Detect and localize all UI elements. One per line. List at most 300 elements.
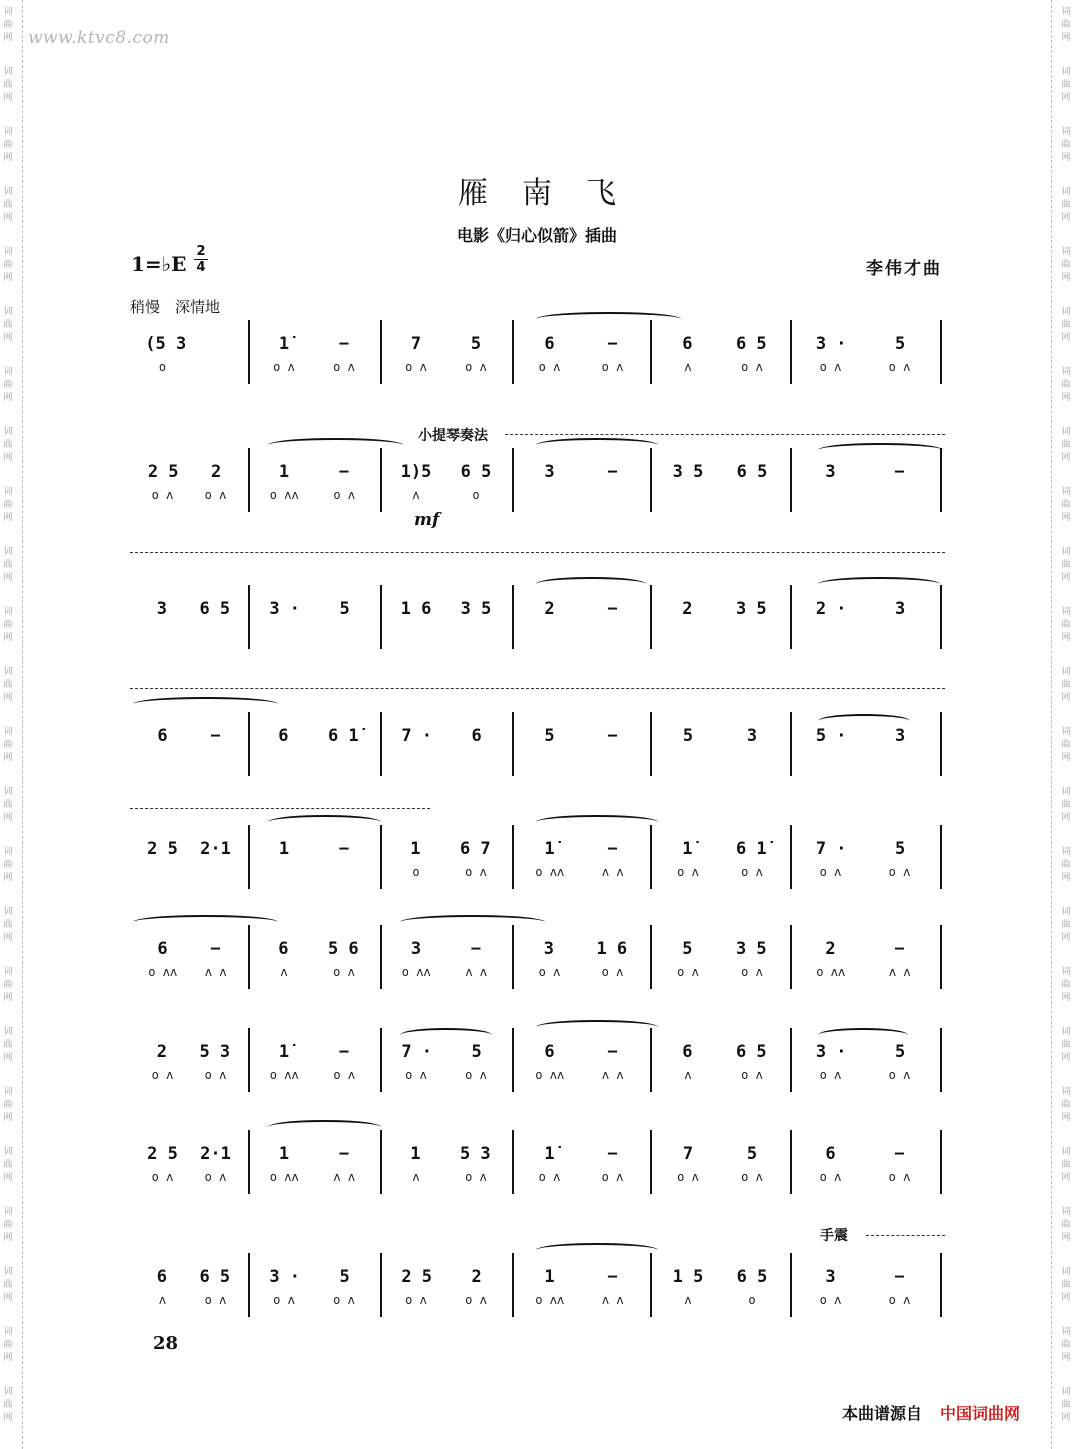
measure — [512, 925, 650, 989]
fingering-mark: o ʌʌ — [401, 965, 431, 979]
note: 5 — [746, 1144, 758, 1164]
note-row — [386, 1042, 506, 1062]
side-mark: 词曲网 — [3, 967, 13, 1003]
side-mark: 词曲网 — [3, 607, 13, 643]
note: 6 — [682, 334, 693, 354]
side-mark: 词曲网 — [1061, 847, 1071, 883]
composer: 李伟才曲 — [866, 259, 942, 279]
fingering-row — [254, 1293, 374, 1307]
note: 3 5 — [460, 599, 492, 619]
side-mark: 词曲网 — [1061, 1087, 1071, 1123]
measure — [790, 925, 940, 989]
fingering-row — [386, 1293, 506, 1307]
fingering-mark: o ʌ — [465, 1170, 487, 1184]
fingering-mark: o ʌʌ — [535, 1068, 565, 1082]
side-mark: 词曲网 — [3, 187, 13, 223]
side-mark: 词曲网 — [1061, 607, 1071, 643]
side-mark: 词曲网 — [1061, 1147, 1071, 1183]
measure — [248, 585, 380, 649]
note: 1 — [278, 839, 290, 859]
note: 6 5 — [460, 462, 492, 482]
note-row — [656, 462, 784, 482]
score-system — [130, 585, 945, 649]
note-row — [656, 839, 784, 859]
measure — [512, 585, 650, 649]
source-site: 中国词曲网 — [940, 1404, 1021, 1423]
note: 5 — [471, 1042, 482, 1062]
measure — [380, 585, 512, 649]
note: (5 3 — [145, 334, 187, 354]
note: 3 — [410, 939, 422, 959]
note: 5 — [895, 334, 906, 354]
note: 7 — [410, 334, 422, 354]
note: 2 — [471, 1267, 482, 1287]
note: 3 · — [269, 599, 301, 619]
note-row — [656, 726, 784, 746]
fingering-mark: ʌ ʌ — [601, 865, 624, 879]
fingering-mark: o ʌ — [677, 965, 699, 979]
fingering-row — [136, 1293, 242, 1307]
fingering-row — [386, 865, 506, 879]
fingering-mark: o ʌ — [819, 865, 842, 879]
note: 1 — [278, 462, 290, 482]
measure — [248, 925, 380, 989]
fingering-row — [254, 1068, 374, 1082]
side-mark: 词曲网 — [3, 1267, 13, 1303]
slur-mark — [818, 1028, 908, 1042]
side-mark: 词曲网 — [1061, 1327, 1071, 1363]
note: 6 — [471, 726, 482, 746]
fingering-row — [518, 865, 644, 879]
measure — [790, 448, 940, 512]
note-row — [136, 334, 242, 354]
note: 2 5 — [147, 1144, 178, 1164]
fingering-mark: o ʌ — [741, 1068, 763, 1082]
measure — [790, 1130, 940, 1194]
note-row — [254, 839, 374, 859]
note: 5 · — [815, 726, 847, 746]
slur-mark — [268, 1120, 381, 1134]
measure — [248, 448, 380, 512]
note-row — [796, 334, 934, 354]
fingering-mark: ʌ ʌ — [333, 1170, 356, 1184]
fingering-mark: o ʌ — [333, 965, 355, 979]
measure — [650, 448, 790, 512]
note: 1 — [410, 839, 421, 859]
fingering-mark: ʌ — [158, 1293, 167, 1307]
score-system — [130, 448, 945, 512]
note: − — [338, 839, 350, 859]
side-mark: 词曲网 — [3, 127, 13, 163]
note: 6 — [278, 726, 289, 746]
fingering-row — [136, 1068, 242, 1082]
side-mark: 词曲网 — [1061, 727, 1071, 763]
barline — [940, 1253, 942, 1317]
note: − — [338, 1042, 350, 1062]
note: 5 — [682, 726, 694, 746]
note: 6 — [544, 334, 555, 354]
fingering-row — [136, 965, 242, 979]
note: 7 — [682, 1144, 694, 1164]
fingering-mark: o — [472, 488, 480, 502]
note: − — [607, 334, 618, 354]
source-prefix: 本曲谱源自 — [842, 1404, 923, 1423]
note-row — [386, 726, 506, 746]
side-mark: 词曲网 — [3, 547, 13, 583]
note-row — [796, 1042, 934, 1062]
fingering-mark: o ʌ — [333, 1293, 355, 1307]
fingering-row — [518, 360, 644, 374]
note: − — [607, 1042, 618, 1062]
note: 7 · — [401, 726, 433, 746]
note: 5 — [895, 1042, 906, 1062]
fingering-mark: o ʌ — [601, 965, 624, 979]
fingering-mark: ʌ ʌ — [465, 965, 488, 979]
note: − — [607, 1267, 618, 1287]
fingering-mark: ʌ — [412, 488, 420, 502]
note: − — [470, 939, 482, 959]
fingering-mark: o ʌ — [819, 1293, 842, 1307]
fingering-mark: o ʌ — [273, 360, 295, 374]
note-row — [796, 1267, 934, 1287]
slur-mark — [536, 815, 658, 829]
barline — [940, 1028, 942, 1092]
measure — [130, 925, 248, 989]
note: 5 6 — [327, 939, 359, 959]
note: 6 5 — [199, 1267, 231, 1287]
note: 3 · — [815, 334, 847, 354]
note: 2 5 — [401, 1267, 433, 1287]
fingering-mark: o ʌ — [888, 1293, 911, 1307]
note: 1̇ — [278, 334, 290, 354]
fingering-mark: o ʌ — [204, 1293, 227, 1307]
note-row — [656, 1267, 784, 1287]
note: − — [338, 462, 350, 482]
slur-mark — [818, 577, 940, 591]
slur-mark — [536, 1020, 658, 1034]
note: 6 7 — [459, 839, 491, 859]
fingering-row — [136, 360, 242, 374]
note: 7 · — [815, 839, 847, 859]
score-system — [130, 320, 945, 384]
measure — [512, 1253, 650, 1317]
note-row — [796, 462, 934, 482]
side-mark: 词曲网 — [1061, 667, 1071, 703]
measure — [512, 1028, 650, 1092]
note: 2 — [156, 1042, 167, 1062]
fingering-mark: o ʌ — [333, 360, 355, 374]
fingering-row — [796, 360, 934, 374]
fingering-mark: o ʌ — [151, 1170, 174, 1184]
note: 6 1̇ — [327, 726, 359, 746]
note-row — [386, 1267, 506, 1287]
note-row — [386, 334, 506, 354]
fingering-mark: o ʌ — [538, 360, 561, 374]
measure — [790, 320, 940, 384]
side-mark: 词曲网 — [3, 1027, 13, 1063]
measure — [248, 1253, 380, 1317]
side-mark: 词曲网 — [1061, 127, 1071, 163]
measure — [380, 1130, 512, 1194]
slur-mark — [400, 915, 545, 929]
note-row — [386, 1144, 506, 1164]
fingering-mark: ʌ — [684, 1293, 692, 1307]
fingering-row — [796, 965, 934, 979]
time-signature-top: 2 — [196, 244, 206, 259]
fingering-mark: o ʌ — [465, 360, 487, 374]
note-row — [254, 939, 374, 959]
note-row — [796, 599, 934, 619]
slur-mark — [400, 1028, 492, 1042]
note-row — [136, 726, 242, 746]
measure — [248, 1130, 380, 1194]
note: 1)5 — [400, 462, 432, 482]
side-mark: 词曲网 — [1061, 907, 1071, 943]
fingering-mark: ʌ ʌ — [888, 965, 911, 979]
fingering-row — [386, 965, 506, 979]
side-mark: 词曲网 — [3, 7, 13, 43]
note: 2 5 — [147, 839, 178, 859]
side-mark: 词曲网 — [3, 1207, 13, 1243]
note-row — [136, 1144, 242, 1164]
note: 6 1̇ — [735, 839, 767, 859]
fingering-mark: o ʌ — [333, 1068, 356, 1082]
note: 2 — [825, 939, 836, 959]
fingering-row — [254, 965, 374, 979]
slur-mark — [133, 697, 278, 711]
fingering-row — [136, 488, 242, 502]
note: 3 — [543, 939, 554, 959]
fingering-mark: o ʌʌ — [269, 488, 299, 502]
note: 7 · — [401, 1042, 433, 1062]
side-mark: 词曲网 — [1061, 487, 1071, 523]
note: 6 — [682, 1042, 693, 1062]
fingering-mark: o ʌ — [151, 488, 174, 502]
fingering-row — [254, 488, 374, 502]
measure — [130, 320, 248, 384]
fingering-row — [796, 1293, 934, 1307]
note: 2 5 — [147, 462, 179, 482]
note-row — [656, 334, 784, 354]
fingering-row — [518, 965, 644, 979]
measure — [650, 585, 790, 649]
note: 6 5 — [735, 1042, 767, 1062]
side-mark: 词曲网 — [1061, 1027, 1071, 1063]
measure — [130, 1253, 248, 1317]
note — [205, 334, 233, 354]
fingering-mark: o ʌ — [741, 865, 763, 879]
note: 3 5 — [735, 939, 767, 959]
measure — [248, 1028, 380, 1092]
side-mark: 词曲网 — [3, 667, 13, 703]
side-mark: 词曲网 — [3, 67, 13, 103]
note: 1 — [410, 1144, 421, 1164]
note: − — [607, 462, 618, 482]
tremolo-label: 手震 — [820, 1228, 848, 1244]
fingering-row — [796, 1068, 934, 1082]
time-signature-bottom: 4 — [194, 259, 208, 275]
slur-mark — [818, 443, 943, 457]
note: 5 — [339, 599, 350, 619]
note-row — [656, 1144, 784, 1164]
note: 1̇ — [544, 839, 555, 859]
measure — [512, 712, 650, 776]
fingering-mark: ʌ — [684, 1068, 692, 1082]
fingering-mark: o ʌ — [204, 1170, 227, 1184]
dynamic-marking: mf — [414, 510, 440, 530]
note: 3 — [825, 462, 836, 482]
note: 1̇ — [544, 1144, 555, 1164]
side-mark: 词曲网 — [3, 787, 13, 823]
note: 1̇ — [682, 839, 693, 859]
side-mark: 词曲网 — [3, 1327, 13, 1363]
fingering-row — [518, 1293, 644, 1307]
barline — [940, 320, 942, 384]
measure — [130, 1028, 248, 1092]
fingering-mark: o ʌ — [888, 360, 911, 374]
side-mark: 词曲网 — [1061, 1267, 1071, 1303]
fingering-mark: o ʌ — [204, 1068, 227, 1082]
note: 6 — [278, 939, 289, 959]
note: − — [607, 599, 618, 619]
note: 2 — [682, 599, 693, 619]
fingering-mark: o ʌ — [204, 488, 227, 502]
note: 3 · — [815, 1042, 847, 1062]
side-mark: 词曲网 — [3, 727, 13, 763]
fingering-mark: o ʌ — [273, 1293, 295, 1307]
fingering-mark: o — [412, 865, 420, 879]
measure — [650, 1028, 790, 1092]
fingering-row — [386, 488, 506, 502]
note: 2·1 — [200, 839, 231, 859]
note-row — [656, 599, 784, 619]
slur-mark — [268, 438, 403, 452]
note: 2·1 — [200, 1144, 231, 1164]
note: 2 — [544, 599, 555, 619]
fingering-row — [136, 1170, 242, 1184]
fingering-row — [656, 1293, 784, 1307]
fingering-mark: o ʌ — [819, 1068, 842, 1082]
fingering-row — [386, 1170, 506, 1184]
tempo-marking: 稍慢 深情地 — [130, 298, 221, 316]
note: 3 — [825, 1267, 836, 1287]
slur-mark — [268, 815, 381, 829]
measure — [380, 925, 512, 989]
side-mark: 词曲网 — [3, 487, 13, 523]
fingering-row — [386, 360, 506, 374]
note: 3 5 — [735, 599, 767, 619]
fingering-mark: o ʌ — [601, 360, 624, 374]
note: 3 — [156, 599, 167, 619]
slur-mark — [536, 312, 681, 326]
note: 1̇ — [278, 1042, 290, 1062]
side-mark: 词曲网 — [1061, 67, 1071, 103]
fingering-mark: o ʌ — [465, 1068, 487, 1082]
fingering-mark: o ʌ — [151, 1068, 174, 1082]
note: 5 — [544, 726, 555, 746]
measure — [650, 1253, 790, 1317]
measure — [380, 1253, 512, 1317]
note-row — [254, 462, 374, 482]
note-row — [518, 334, 644, 354]
measure — [130, 585, 248, 649]
note-row — [136, 599, 242, 619]
note-row — [386, 462, 506, 482]
note: 3 — [895, 726, 906, 746]
note: 1 — [544, 1267, 555, 1287]
note-row — [386, 839, 506, 859]
fingering-row — [656, 865, 784, 879]
measure — [790, 825, 940, 889]
measure — [130, 1130, 248, 1194]
measure — [790, 1253, 940, 1317]
note: − — [338, 1144, 350, 1164]
side-mark: 词曲网 — [3, 1387, 13, 1423]
fingering-row — [386, 1068, 506, 1082]
note: − — [210, 939, 221, 959]
note-row — [518, 1042, 644, 1062]
fingering-row — [254, 1170, 374, 1184]
side-mark: 词曲网 — [1061, 7, 1071, 43]
side-mark: 词曲网 — [3, 1087, 13, 1123]
slur-mark — [133, 915, 278, 929]
page-number: 28 — [153, 1333, 179, 1354]
note: − — [894, 1144, 905, 1164]
note: 6 — [156, 1267, 167, 1287]
fingering-mark: ʌ ʌ — [204, 965, 227, 979]
note-row — [136, 839, 242, 859]
note: 6 — [825, 1144, 836, 1164]
note-row — [656, 939, 784, 959]
note-row — [254, 726, 374, 746]
fingering-mark: ʌ ʌ — [601, 1293, 624, 1307]
note-row — [136, 939, 242, 959]
note: 6 — [544, 1042, 555, 1062]
note-row — [254, 1042, 374, 1062]
fingering-mark: o ʌ — [888, 1170, 911, 1184]
measure — [248, 825, 380, 889]
measure — [248, 712, 380, 776]
note-row — [136, 462, 242, 482]
technique-extension-line — [505, 434, 945, 435]
note: 3 — [746, 726, 758, 746]
fingering-mark: ʌ ʌ — [601, 1068, 624, 1082]
fingering-row — [656, 965, 784, 979]
note-row — [254, 1267, 374, 1287]
note: 5 — [339, 1267, 350, 1287]
technique-extension-line — [130, 688, 945, 689]
fingering-mark: o ʌ — [538, 965, 561, 979]
technique-extension-line — [130, 808, 430, 809]
measure — [380, 712, 512, 776]
note: − — [894, 1267, 905, 1287]
note: 1 — [278, 1144, 290, 1164]
side-mark: 词曲网 — [1061, 1387, 1071, 1423]
fingering-row — [796, 865, 934, 879]
note: 5 — [470, 334, 482, 354]
measure — [130, 448, 248, 512]
measure — [130, 825, 248, 889]
measure — [512, 320, 650, 384]
fingering-mark: o ʌ — [677, 865, 699, 879]
fingering-mark: o ʌ — [888, 1068, 911, 1082]
measure — [650, 925, 790, 989]
note: 5 3 — [199, 1042, 231, 1062]
technique-label: 小提琴奏法 — [418, 428, 488, 444]
fingering-mark: o ʌʌ — [148, 965, 178, 979]
fingering-mark: o ʌ — [677, 1170, 699, 1184]
fingering-row — [518, 1068, 644, 1082]
